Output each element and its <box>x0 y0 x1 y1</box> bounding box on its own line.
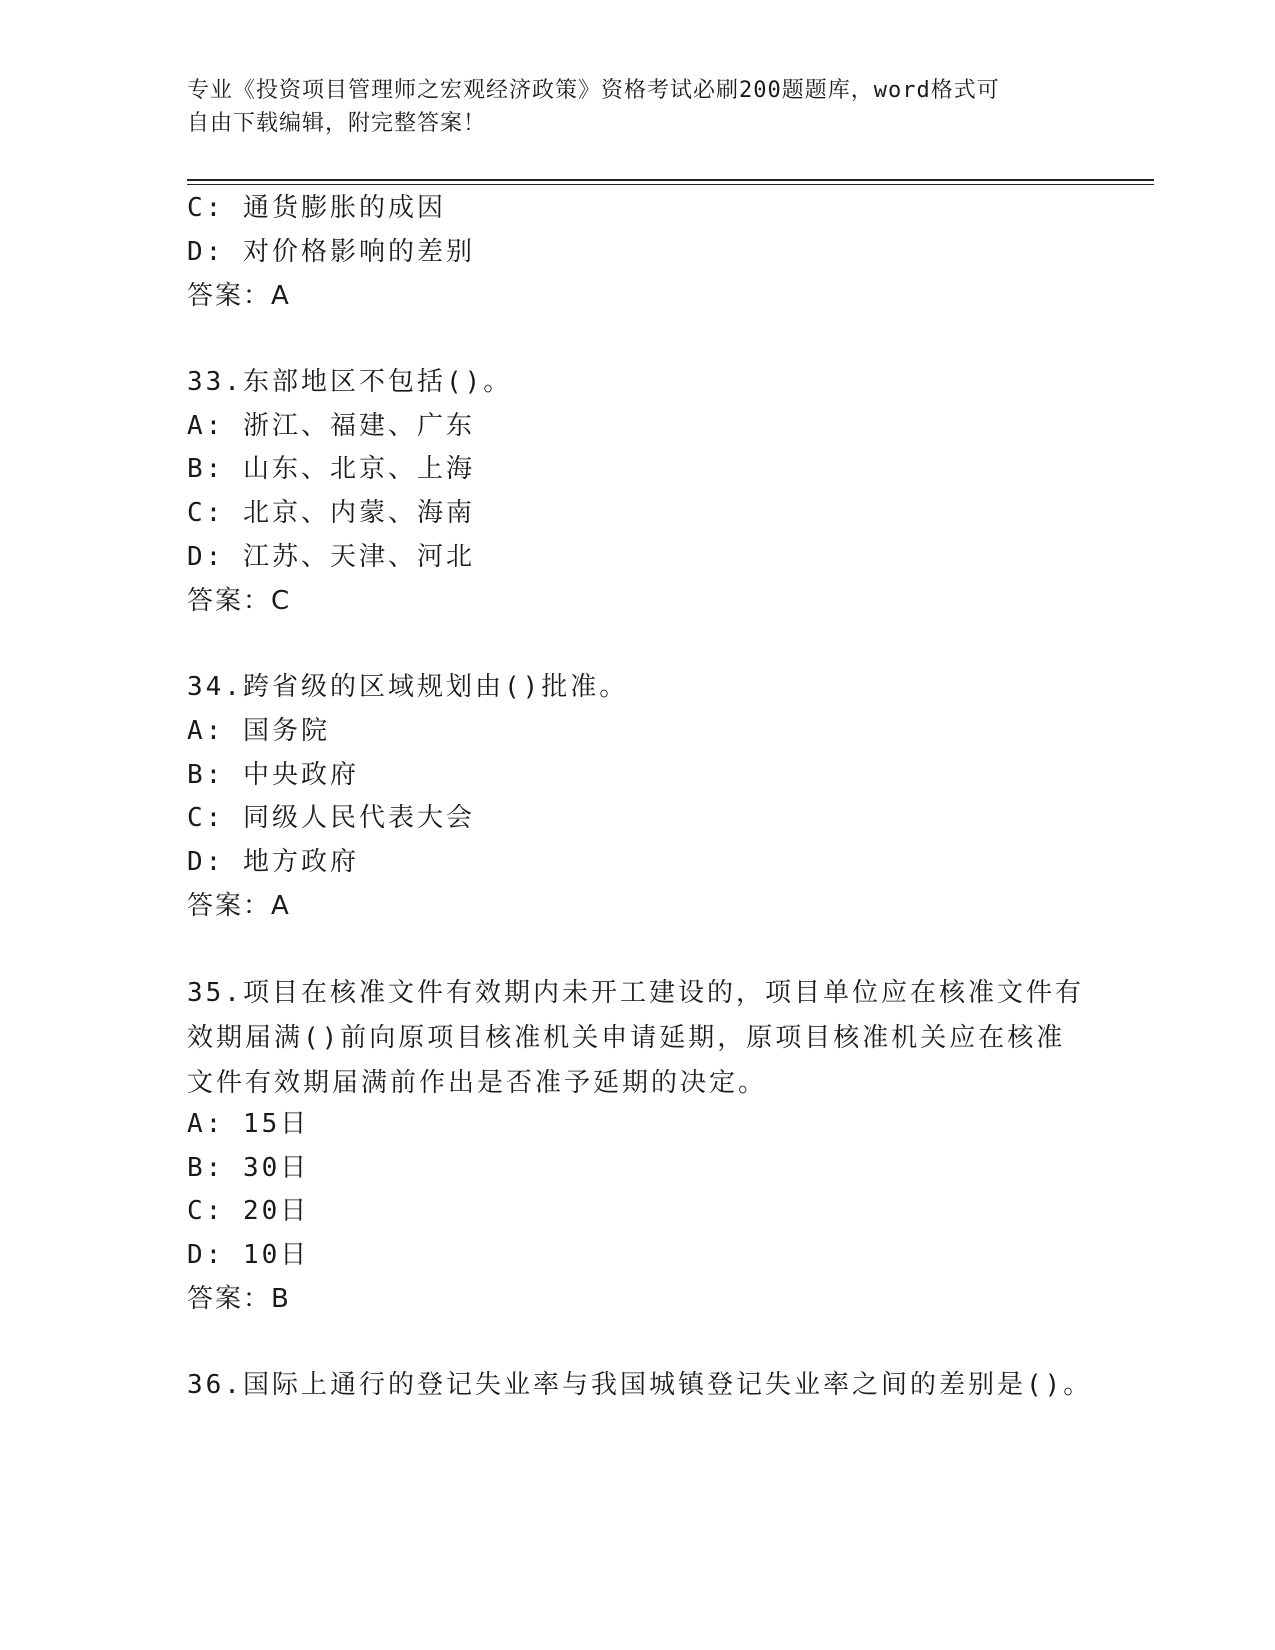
q35-option-d: D: 10日 <box>187 1240 310 1270</box>
q32-answer: 答案：A <box>187 281 291 311</box>
q33-option-a: A: 浙江、福建、广东 <box>187 411 475 441</box>
q35-stem <box>187 971 1087 1106</box>
document-header <box>187 74 1067 140</box>
q35-stem-line-3: 文件有效期届满前作出是否准予延期的决定。 <box>187 1068 768 1098</box>
q35-answer: 答案：B <box>187 1284 291 1314</box>
q34-option-b: B: 中央政府 <box>187 760 359 790</box>
header-line-2: 自由下载编辑，附完整答案！ <box>187 111 487 136</box>
q34-option-c: C: 同级人民代表大会 <box>187 803 475 833</box>
header-divider-thin <box>187 184 1154 185</box>
q35-stem-line-2: 效期届满()前向原项目核准机关申请延期，原项目核准机关应在核准 <box>187 1023 1066 1053</box>
q36-stem: 36.国际上通行的登记失业率与我国城镇登记失业率之间的差别是()。 <box>187 1370 1093 1400</box>
q33-option-c: C: 北京、内蒙、海南 <box>187 498 475 528</box>
q34-stem: 34.跨省级的区域规划由()批准。 <box>187 672 629 702</box>
q35-option-a: A: 15日 <box>187 1109 310 1139</box>
q34-option-d: D: 地方政府 <box>187 847 359 877</box>
q32-option-c: C: 通货膨胀的成因 <box>187 193 446 223</box>
q34-answer: 答案：A <box>187 891 291 921</box>
q33-option-d: D: 江苏、天津、河北 <box>187 542 475 572</box>
q35-stem-line-1: 35.项目在核准文件有效期内未开工建设的，项目单位应在核准文件有 <box>187 978 1084 1008</box>
header-line-1: 专业《投资项目管理师之宏观经济政策》资格考试必刷200题题库，word格式可 <box>187 78 1000 103</box>
q34-option-a: A: 国务院 <box>187 716 330 746</box>
q35-option-b: B: 30日 <box>187 1153 310 1183</box>
q33-option-b: B: 山东、北京、上海 <box>187 454 475 484</box>
q35-option-c: C: 20日 <box>187 1196 310 1226</box>
q32-option-d: D: 对价格影响的差别 <box>187 237 475 267</box>
q33-answer: 答案：C <box>187 586 292 616</box>
header-divider-thick <box>187 179 1154 181</box>
q33-stem: 33.东部地区不包括()。 <box>187 367 513 397</box>
